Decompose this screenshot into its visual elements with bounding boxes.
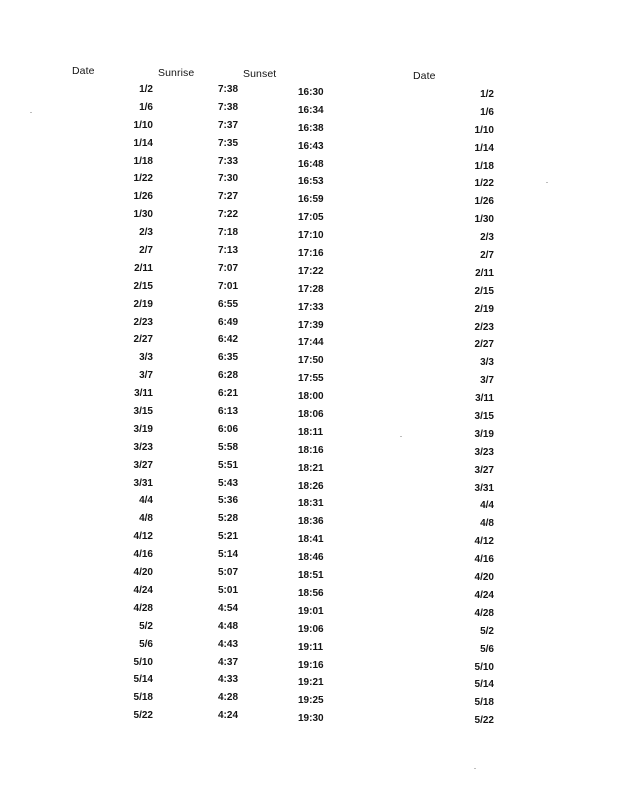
header-date-left: Date bbox=[72, 65, 95, 77]
row-sunrise: 4:54 bbox=[218, 602, 239, 614]
right-date-row bbox=[400, 697, 500, 715]
row-sunset: 17:28 bbox=[298, 283, 324, 295]
table-row bbox=[0, 567, 360, 585]
row-sunset: 18:21 bbox=[298, 462, 324, 474]
row-date: 4/24 bbox=[133, 584, 153, 596]
row-sunset: 18:26 bbox=[298, 480, 324, 492]
right-date-row bbox=[400, 268, 500, 286]
row-sunrise: 6:13 bbox=[218, 406, 239, 418]
row-date: 5/10 bbox=[133, 656, 153, 668]
right-date-row bbox=[400, 715, 500, 733]
right-date-row bbox=[400, 679, 500, 697]
right-date-row bbox=[400, 518, 500, 536]
row-sunrise: 5:21 bbox=[218, 531, 239, 543]
row-date: 4/8 bbox=[139, 513, 153, 525]
table-row bbox=[0, 245, 360, 263]
row-sunset: 19:06 bbox=[298, 623, 324, 635]
right-date: 5/2 bbox=[480, 625, 494, 637]
right-date: 2/15 bbox=[474, 285, 494, 297]
right-date-row bbox=[400, 125, 500, 143]
row-sunrise: 6:55 bbox=[218, 298, 239, 310]
table-row bbox=[0, 263, 360, 281]
table-row bbox=[0, 191, 360, 209]
row-date: 1/26 bbox=[133, 191, 153, 203]
table-row bbox=[0, 84, 360, 102]
row-sunrise: 7:33 bbox=[218, 155, 239, 167]
right-date-row bbox=[400, 214, 500, 232]
right-date-row bbox=[400, 375, 500, 393]
row-date: 3/7 bbox=[139, 370, 153, 382]
table-row bbox=[0, 710, 360, 728]
right-date: 4/20 bbox=[474, 572, 494, 584]
table-row bbox=[0, 621, 360, 639]
row-sunset: 18:11 bbox=[298, 426, 324, 438]
right-date: 3/19 bbox=[474, 428, 494, 440]
row-sunrise: 5:43 bbox=[218, 477, 239, 489]
right-date: 3/27 bbox=[474, 464, 494, 476]
row-date: 1/18 bbox=[133, 155, 153, 167]
row-sunset: 19:01 bbox=[298, 605, 324, 617]
row-sunset: 17:50 bbox=[298, 355, 324, 367]
right-date-row bbox=[400, 196, 500, 214]
row-sunrise: 5:14 bbox=[218, 549, 239, 561]
table-row bbox=[0, 495, 360, 513]
header-date-right: Date bbox=[413, 70, 436, 82]
right-date: 5/14 bbox=[474, 679, 494, 691]
right-date: 4/12 bbox=[474, 536, 494, 548]
right-date-row bbox=[400, 393, 500, 411]
right-date-row bbox=[400, 161, 500, 179]
right-date-row bbox=[400, 357, 500, 375]
row-date: 5/14 bbox=[133, 674, 153, 686]
table-row bbox=[0, 424, 360, 442]
row-date: 3/11 bbox=[134, 388, 153, 400]
table-row bbox=[0, 173, 360, 191]
right-date-column bbox=[400, 89, 500, 733]
right-date-row bbox=[400, 429, 500, 447]
row-date: 1/22 bbox=[133, 173, 153, 185]
table-row bbox=[0, 317, 360, 335]
table-row bbox=[0, 388, 360, 406]
right-date: 2/7 bbox=[480, 250, 494, 262]
table-row bbox=[0, 281, 360, 299]
row-date: 3/19 bbox=[133, 423, 153, 435]
table-row bbox=[0, 352, 360, 370]
right-date: 1/26 bbox=[474, 196, 494, 208]
table-row bbox=[0, 460, 360, 478]
row-date: 2/11 bbox=[134, 262, 153, 274]
row-sunset: 18:16 bbox=[298, 444, 324, 456]
right-date: 3/15 bbox=[474, 411, 494, 423]
right-date: 4/16 bbox=[474, 554, 494, 566]
row-sunrise: 5:07 bbox=[218, 567, 239, 579]
row-date: 1/6 bbox=[139, 101, 153, 113]
row-sunrise: 6:35 bbox=[218, 352, 239, 364]
sun-times-table bbox=[0, 84, 360, 728]
row-sunrise: 7:35 bbox=[218, 137, 239, 149]
right-date: 3/23 bbox=[474, 446, 494, 458]
row-date: 5/18 bbox=[133, 692, 153, 704]
row-sunrise: 5:58 bbox=[218, 441, 239, 453]
right-date-row bbox=[400, 411, 500, 429]
table-row bbox=[0, 406, 360, 424]
right-date: 1/6 bbox=[480, 106, 494, 118]
row-date: 1/30 bbox=[133, 209, 153, 221]
row-date: 2/15 bbox=[133, 280, 153, 292]
row-sunrise: 6:06 bbox=[218, 423, 239, 435]
row-sunrise: 5:28 bbox=[218, 513, 239, 525]
row-sunrise: 6:42 bbox=[218, 334, 239, 346]
row-date: 1/2 bbox=[139, 84, 153, 95]
row-sunrise: 4:33 bbox=[218, 674, 239, 686]
right-date-row bbox=[400, 590, 500, 608]
right-date: 1/10 bbox=[474, 124, 494, 136]
row-sunrise: 7:18 bbox=[218, 227, 239, 239]
row-sunset: 16:48 bbox=[298, 158, 324, 170]
row-sunrise: 5:36 bbox=[218, 495, 239, 507]
table-row bbox=[0, 478, 360, 496]
row-date: 2/27 bbox=[133, 334, 153, 346]
row-sunset: 17:16 bbox=[298, 248, 324, 260]
table-row bbox=[0, 531, 360, 549]
row-sunset: 16:53 bbox=[298, 176, 324, 188]
right-date: 2/19 bbox=[474, 303, 494, 315]
right-date: 4/8 bbox=[480, 518, 494, 530]
table-row bbox=[0, 120, 360, 138]
row-sunset: 19:21 bbox=[298, 677, 324, 689]
table-row bbox=[0, 692, 360, 710]
row-sunset: 18:41 bbox=[298, 534, 324, 546]
table-row bbox=[0, 585, 360, 603]
row-sunset: 17:33 bbox=[298, 301, 324, 313]
table-row bbox=[0, 674, 360, 692]
row-sunrise: 7:37 bbox=[218, 119, 239, 131]
right-date: 1/30 bbox=[474, 214, 494, 226]
row-sunrise: 7:38 bbox=[218, 84, 239, 95]
row-sunrise: 7:07 bbox=[218, 262, 239, 274]
header-sunset: Sunset bbox=[243, 68, 277, 80]
right-date-row bbox=[400, 143, 500, 161]
row-sunrise: 7:13 bbox=[218, 245, 239, 257]
row-sunset: 17:55 bbox=[298, 373, 324, 385]
row-date: 1/10 bbox=[133, 119, 153, 131]
row-sunset: 17:39 bbox=[298, 319, 324, 331]
row-sunrise: 6:21 bbox=[218, 388, 239, 400]
row-date: 4/4 bbox=[139, 495, 153, 507]
right-date: 1/14 bbox=[474, 142, 494, 154]
scan-speck bbox=[474, 768, 476, 769]
right-date-row bbox=[400, 626, 500, 644]
scan-speck bbox=[400, 436, 402, 437]
row-date: 2/7 bbox=[139, 245, 153, 257]
right-date: 4/28 bbox=[474, 607, 494, 619]
row-sunrise: 6:49 bbox=[218, 316, 239, 328]
table-row bbox=[0, 442, 360, 460]
right-date-row bbox=[400, 304, 500, 322]
row-date: 4/12 bbox=[133, 531, 153, 543]
table-row bbox=[0, 156, 360, 174]
row-sunrise: 7:30 bbox=[218, 173, 239, 185]
right-date-row bbox=[400, 89, 500, 107]
right-date-row bbox=[400, 322, 500, 340]
table-row bbox=[0, 102, 360, 120]
row-sunset: 18:36 bbox=[298, 516, 324, 528]
table-row bbox=[0, 657, 360, 675]
row-date: 4/20 bbox=[133, 567, 153, 579]
row-sunrise: 7:22 bbox=[218, 209, 239, 221]
right-date-row bbox=[400, 447, 500, 465]
row-date: 3/23 bbox=[133, 441, 153, 453]
right-date-row bbox=[400, 339, 500, 357]
row-sunrise: 7:01 bbox=[218, 280, 239, 292]
right-date-row bbox=[400, 554, 500, 572]
row-date: 5/22 bbox=[133, 710, 153, 722]
row-date: 2/3 bbox=[139, 227, 153, 239]
right-date: 2/27 bbox=[474, 339, 494, 351]
row-sunrise: 6:28 bbox=[218, 370, 239, 382]
right-date: 1/2 bbox=[480, 89, 494, 100]
table-row bbox=[0, 209, 360, 227]
row-date: 3/31 bbox=[133, 477, 153, 489]
row-date: 5/6 bbox=[139, 638, 153, 650]
row-sunset: 16:43 bbox=[298, 140, 324, 152]
row-sunset: 16:34 bbox=[298, 104, 324, 116]
row-sunset: 17:44 bbox=[298, 337, 324, 349]
table-row bbox=[0, 370, 360, 388]
row-date: 4/16 bbox=[133, 549, 153, 561]
scan-speck bbox=[30, 112, 32, 113]
right-date: 5/6 bbox=[480, 643, 494, 655]
right-date: 2/3 bbox=[480, 232, 494, 244]
row-date: 3/15 bbox=[133, 406, 153, 418]
right-date: 5/18 bbox=[474, 697, 494, 709]
row-sunset: 18:46 bbox=[298, 552, 324, 564]
right-date-row bbox=[400, 536, 500, 554]
right-date: 2/23 bbox=[474, 321, 494, 333]
row-sunrise: 7:27 bbox=[218, 191, 239, 203]
row-sunset: 18:00 bbox=[298, 391, 324, 403]
row-sunset: 18:31 bbox=[298, 498, 324, 510]
right-date: 4/24 bbox=[474, 589, 494, 601]
header-sunrise: Sunrise bbox=[158, 67, 195, 79]
row-sunrise: 5:51 bbox=[218, 459, 239, 471]
right-date: 3/31 bbox=[474, 482, 494, 494]
right-date: 5/10 bbox=[474, 661, 494, 673]
right-date-row bbox=[400, 500, 500, 518]
row-sunrise: 4:24 bbox=[218, 710, 239, 722]
table-row bbox=[0, 513, 360, 531]
row-date: 1/14 bbox=[133, 137, 153, 149]
right-date-row bbox=[400, 572, 500, 590]
right-date: 3/11 bbox=[475, 393, 494, 405]
row-sunset: 16:59 bbox=[298, 194, 324, 206]
row-sunset: 16:38 bbox=[298, 122, 324, 134]
right-date: 3/3 bbox=[480, 357, 494, 369]
row-sunrise: 4:37 bbox=[218, 656, 239, 668]
row-sunset: 19:16 bbox=[298, 659, 324, 671]
right-date-row bbox=[400, 250, 500, 268]
row-date: 2/23 bbox=[133, 316, 153, 328]
right-date: 1/18 bbox=[474, 160, 494, 172]
right-date: 4/4 bbox=[480, 500, 494, 512]
table-row bbox=[0, 549, 360, 567]
row-sunset: 19:30 bbox=[298, 713, 324, 725]
row-sunset: 17:05 bbox=[298, 212, 324, 224]
table-row bbox=[0, 334, 360, 352]
row-date: 4/28 bbox=[133, 602, 153, 614]
row-sunset: 16:30 bbox=[298, 87, 324, 98]
right-date-row bbox=[400, 465, 500, 483]
row-sunrise: 5:01 bbox=[218, 584, 239, 596]
right-date-row bbox=[400, 483, 500, 501]
row-date: 5/2 bbox=[139, 620, 153, 632]
right-date-row bbox=[400, 644, 500, 662]
row-date: 3/3 bbox=[139, 352, 153, 364]
row-sunrise: 4:28 bbox=[218, 692, 239, 704]
row-sunset: 17:22 bbox=[298, 265, 324, 277]
row-sunrise: 4:43 bbox=[218, 638, 239, 650]
right-date-row bbox=[400, 178, 500, 196]
row-date: 3/27 bbox=[133, 459, 153, 471]
right-date-row bbox=[400, 608, 500, 626]
row-sunset: 18:06 bbox=[298, 409, 324, 421]
row-sunset: 18:51 bbox=[298, 570, 324, 582]
right-date: 5/22 bbox=[474, 715, 494, 727]
table-row bbox=[0, 603, 360, 621]
right-date: 1/22 bbox=[474, 178, 494, 190]
right-date-row bbox=[400, 662, 500, 680]
row-sunset: 19:11 bbox=[298, 641, 324, 653]
right-date: 3/7 bbox=[480, 375, 494, 387]
right-date: 2/11 bbox=[475, 267, 494, 279]
scan-speck bbox=[546, 182, 548, 183]
table-row bbox=[0, 227, 360, 245]
row-sunrise: 4:48 bbox=[218, 620, 239, 632]
right-date-row bbox=[400, 107, 500, 125]
right-date-row bbox=[400, 232, 500, 250]
table-row bbox=[0, 639, 360, 657]
row-sunset: 17:10 bbox=[298, 230, 324, 242]
table-row bbox=[0, 138, 360, 156]
row-sunset: 18:56 bbox=[298, 587, 324, 599]
row-sunset: 19:25 bbox=[298, 695, 324, 707]
row-sunrise: 7:38 bbox=[218, 101, 239, 113]
row-date: 2/19 bbox=[133, 298, 153, 310]
table-row bbox=[0, 299, 360, 317]
right-date-row bbox=[400, 286, 500, 304]
